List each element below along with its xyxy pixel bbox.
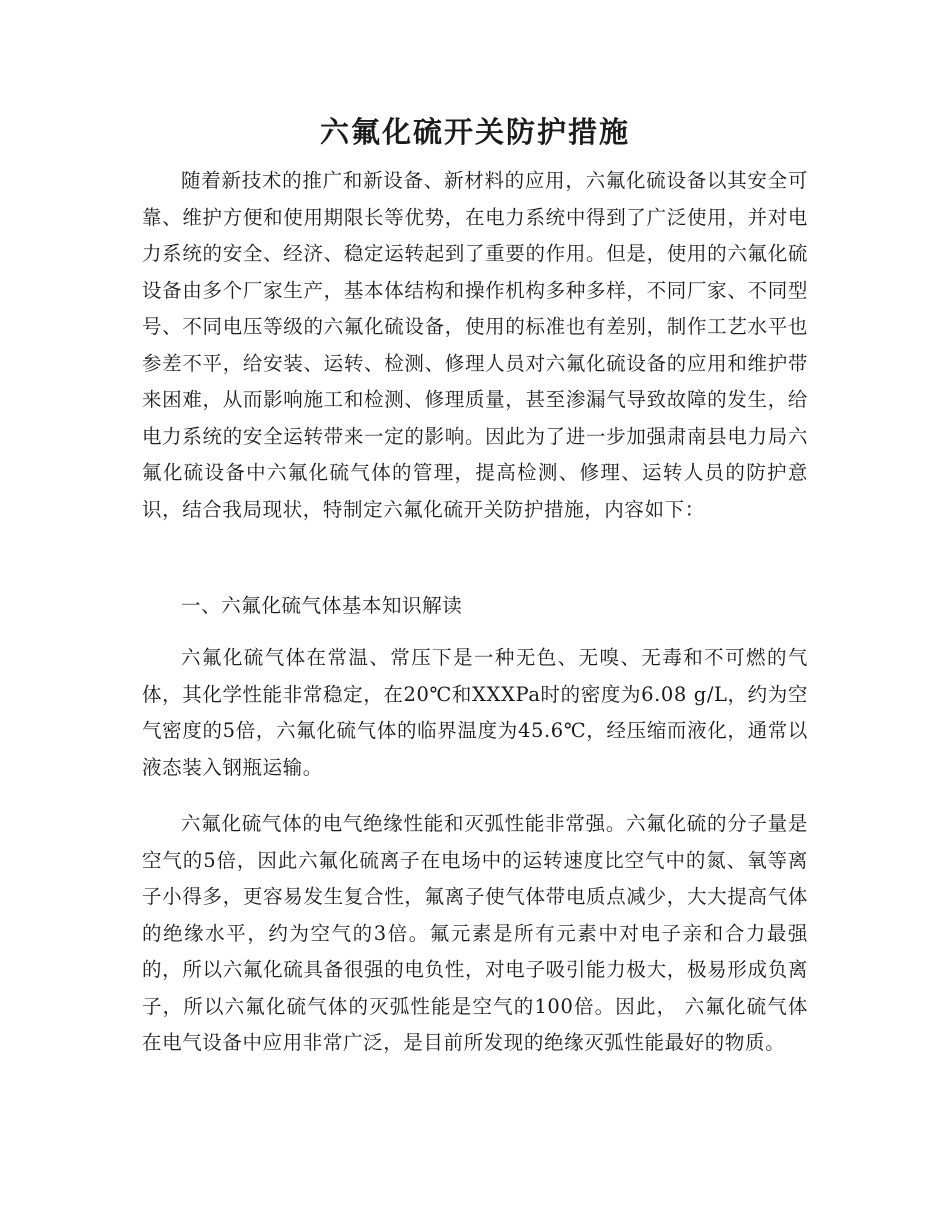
section-heading: 一、六氟化硫气体基本知识解读 bbox=[181, 594, 463, 617]
document-title: 六氟化硫开关防护措施 bbox=[319, 115, 630, 149]
intro-paragraph: 随着新技术的推广和新设备、新材料的应用，六氟化硫设备以其安全可靠、维护方便和使用期限长等优势，在电力系统中得到了广泛使用，并对电力系统的安全、经济、稳定运转起到了重要的作用。但是，使用的六氟化硫设备由多个厂家生产，基本体结构和操作机构多种多样，不同厂家、不同型号、不同电压等级的六氟化硫设备，使用的标准也有差别，制作工艺水平也参差不平，给安装、运转、检测、修理人员对六氟化硫设备的应用和维护带来困难，从而影响施工和检测、修理质量，甚至渗漏气导致故障的发生，给电力系统的安全运转带来一定的影响。因此为了进一步加强肃南县电力局六氟化硫设备中六氟化硫气体的管理，提高检测、修理、运转人员的防护意识，结合我局现状，特制定六氟化硫开关防护措施，内容如下： bbox=[142, 169, 808, 521]
paragraph-insulation: 六氟化硫气体的电气绝缘性能和灭弧性能非常强。六氟化硫的分子量是空气的5倍，因此六氟化硫离子在电场中的运转速度比空气中的氮、氧等离子小得多，更容易发生复合性，氟离子使气体带电质点减少，大大提高气体的绝缘水平，约为空气的3倍。氟元素是所有元素中对电子亲和合力最强的，所以六氟化硫具备很强的电负性，对电子吸引能力极大，极易形成负离子，所以六氟化硫气体的灭弧性能是空气的100倍。因此， 六氟化硫气体在电气设备中应用非常广泛，是目前所发现的绝缘灭弧性能最好的物质。 bbox=[142, 812, 808, 1054]
paragraph-properties: 六氟化硫气体在常温、常压下是一种无色、无嗅、无毒和不可燃的气体，其化学性能非常稳定，在20℃和XXXPa时的密度为6.08 g/L，约为空气密度的5倍，六氟化硫气体的临界温度为45.6℃，经压缩而液化，通常以液态装入钢瓶运输。 bbox=[142, 646, 808, 779]
